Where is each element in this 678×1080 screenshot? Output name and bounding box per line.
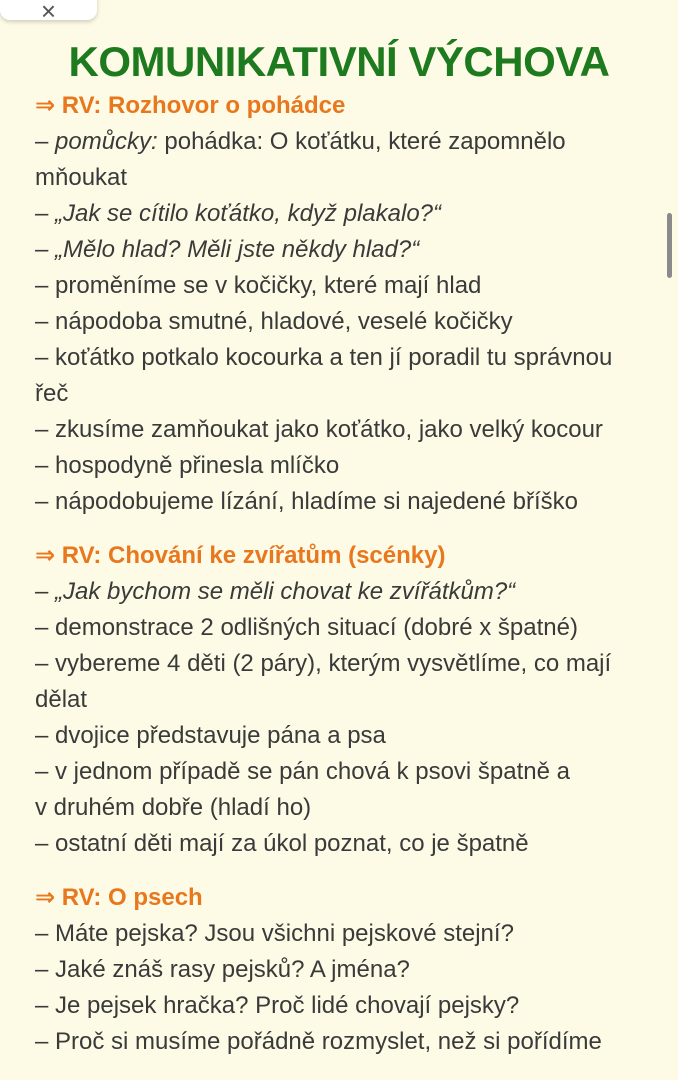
section-psi bbox=[35, 880, 665, 1060]
text-line: – pomůcky: pohádka: O koťátku, které zapomnělo bbox=[35, 128, 566, 155]
text-line: – Máte pejska? Jsou všichni pejskové stejní? bbox=[35, 920, 514, 947]
text-line: – Jaké znáš rasy pejsků? A jména? bbox=[35, 956, 410, 983]
section-heading: ⇒ RV: O psech bbox=[35, 884, 203, 911]
section-heading: ⇒ RV: Rozhovor o pohádce bbox=[35, 92, 346, 119]
text-line: – Proč si musíme pořádně rozmyslet, než si pořídíme bbox=[35, 1028, 602, 1055]
section-heading: ⇒ RV: Chování ke zvířatům (scénky) bbox=[35, 542, 446, 569]
scrollbar-thumb[interactable] bbox=[667, 213, 672, 278]
text-line: – ostatní děti mají za úkol poznat, co je špatně bbox=[35, 830, 529, 857]
text-line: – v jednom případě se pán chová k psovi špatně a bbox=[35, 758, 571, 785]
page-title: KOMUNIKATIVNÍ VÝCHOVA bbox=[68, 38, 610, 85]
text-line: – nápodoba smutné, hladové, veselé kočičky bbox=[35, 308, 513, 335]
text-line: v druhém dobře (hladí ho) bbox=[35, 794, 312, 821]
text-line: dělat bbox=[35, 686, 88, 713]
close-icon: × bbox=[40, 0, 57, 26]
close-button[interactable] bbox=[0, 0, 97, 26]
document-body bbox=[35, 88, 665, 1078]
text-line: – zkusíme zamňoukat jako koťátko, jako velký kocour bbox=[35, 416, 603, 443]
text-line: – nápodobujeme lízání, hladíme si najedené bříško bbox=[35, 488, 579, 515]
text-line: – dvojice představuje pána a psa bbox=[35, 722, 386, 749]
text-line: řeč bbox=[35, 380, 69, 407]
text-line: – „Mělo hlad? Měli jste někdy hlad?“ bbox=[35, 236, 420, 263]
text-line: – „Jak se cítilo koťátko, když plakalo?“ bbox=[35, 200, 442, 227]
text-line: – proměníme se v kočičky, které mají hlad bbox=[35, 272, 482, 299]
text-line: – „Jak bychom se měli chovat ke zvířátkům?“ bbox=[35, 578, 516, 605]
section-rozhovor bbox=[35, 88, 665, 520]
section-chovani bbox=[35, 538, 665, 862]
text-line: mňoukat bbox=[35, 164, 128, 191]
text-line: – vybereme 4 děti (2 páry), kterým vysvětlíme, co mají bbox=[35, 650, 612, 677]
text-line: – koťátko potkalo kocourka a ten jí poradil tu správnou bbox=[35, 344, 613, 371]
text-line: – Je pejsek hračka? Proč lidé chovají pejsky? bbox=[35, 992, 520, 1019]
text-line: – demonstrace 2 odlišných situací (dobré x špatné) bbox=[35, 614, 578, 641]
text-line: – hospodyně přinesla mlíčko bbox=[35, 452, 340, 479]
